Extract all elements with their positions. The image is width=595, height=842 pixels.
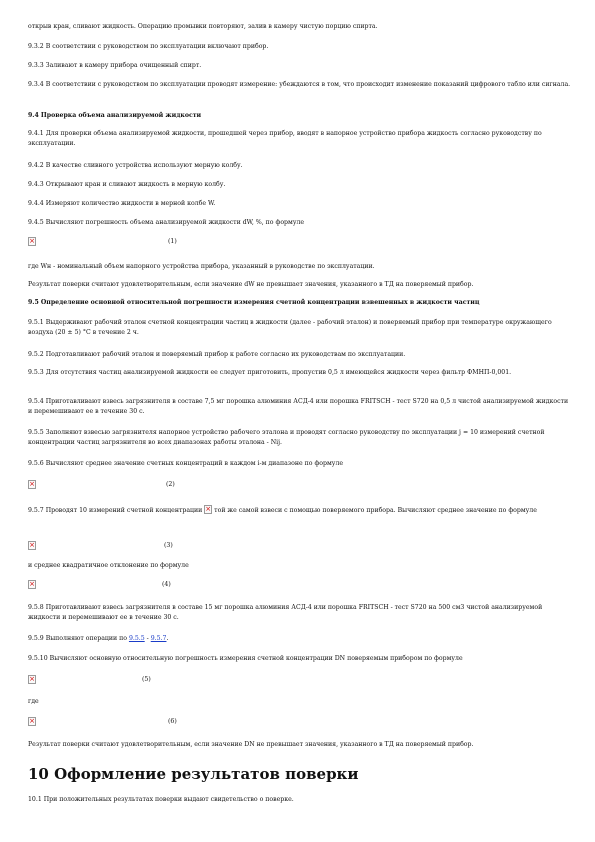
section-title: 10 Оформление результатов поверки	[28, 765, 359, 783]
broken-image-icon	[28, 717, 36, 726]
link-9-5-5[interactable]: 9.5.5	[128, 635, 145, 642]
paragraph-text: .	[166, 635, 169, 642]
paragraph-text: -	[144, 635, 151, 642]
paragraph: открыв кран, сливают жидкость. Операцию промывки повторяют, залив в камеру чистую порцию спирта.	[28, 23, 378, 30]
paragraph: где	[28, 698, 39, 705]
paragraph: 9.5.10 Вычисляют основную относительную погрешность измерения счетной концентрации DN поверяемым прибором по формуле	[28, 655, 463, 662]
paragraph: 9.4.3 Открывают кран и сливают жидкость в мерную колбу.	[28, 181, 226, 188]
equation-number: (1)	[168, 238, 177, 245]
broken-image-icon	[204, 505, 212, 514]
paragraph: 9.3.3 Заливают в камеру прибора очищенный спирт.	[28, 62, 202, 69]
paragraph: где Wн - номинальный объем напорного устройства прибора, указанный в руководстве по эксплуатации.	[28, 263, 375, 270]
equation-number: (4)	[162, 581, 171, 588]
paragraph	[28, 634, 573, 644]
broken-image-icon	[28, 541, 36, 550]
paragraph: 9.5.3 Для отсутствия частиц анализируемой жидкости ее следует приготовить, пропустив 0,5 л имеющейся жидкости через фильтр ФМНП-0,001.	[28, 369, 512, 376]
paragraph-text: 9.5.7 Проводят 10 измерений счетной концентрации	[28, 507, 205, 514]
paragraph	[28, 505, 573, 516]
paragraph: 9.4.2 В качестве сливного устройства используют мерную колбу.	[28, 162, 243, 169]
paragraph: 10.1 При положительных результатах поверки выдают свидетельство о поверке.	[28, 796, 294, 803]
broken-image-icon	[28, 237, 36, 246]
formula-6	[28, 717, 573, 731]
formula-3	[28, 541, 573, 555]
paragraph: 9.3.2 В соответствии с руководством по эксплуатации включают прибор.	[28, 43, 269, 50]
formula-5	[28, 675, 573, 689]
paragraph: 9.3.4 В соответствии с руководством по эксплуатации проводят измерение: убеждаются в том, что происходит изменение показаний цифрового табло или сигнала.	[28, 81, 571, 88]
paragraph: Результат поверки считают удовлетворительным, если значение dW не превышает значения, указанного в ТД на поверяемый прибор.	[28, 281, 474, 288]
paragraph: 9.5.1 Выдерживают рабочий эталон счетной концентрации частиц в жидкости (далее - рабочий эталон) и поверяемый прибор при температуре окружающего воздуха (20 ± 5) °С в течение 2 ч.	[28, 319, 552, 336]
paragraph: 9.4.4 Измеряют количество жидкости в мерной колбе W.	[28, 200, 216, 207]
paragraph: 9.5.5 Заполняют взвесью загрязнителя напорное устройство рабочего эталона и проводят согласно руководству по эксплуатации j = 10 измерений счетной концентрации частиц загрязнителя во всех диапазонах работы эталона - Nij.	[28, 429, 545, 446]
paragraph: Результат поверки считают удовлетворительным, если значение DN не превышает значения, указанного в ТД на поверяемый прибор.	[28, 741, 474, 748]
paragraph: 9.4.5 Вычисляют погрешность объема анализируемой жидкости dW, %, по формуле	[28, 219, 305, 226]
paragraph: и среднее квадратичное отклонение по формуле	[28, 562, 189, 569]
formula-1	[28, 237, 573, 251]
paragraph: 9.5.8 Приготавливают взвесь загрязнителя в составе 15 мг порошка алюминия АСД-4 или порошка FRITSCH - тест S720 на 500 см3 чистой анализируемой жидкости и перемешивают ее в течение 30 с.	[28, 604, 543, 621]
paragraph: 9.5.4 Приготавливают взвесь загрязнителя в составе 7,5 мг порошка алюминия АСД-4 или порошка FRITSCH - тест S720 на 0,5 л чистой анализируемой жидкости и перемешивают ее в течение 30 с.	[28, 398, 569, 415]
equation-number: (5)	[142, 676, 151, 683]
paragraph: 9.4.1 Для проверки объема анализируемой жидкости, прошедшей через прибор, вводят в напорное устройство прибора жидкость согласно руководству по эксплуатации.	[28, 130, 542, 147]
paragraph: 9.5.2 Подготавливают рабочий эталон и поверяемый прибор к работе согласно их руководствам по эксплуатации.	[28, 351, 406, 358]
paragraph-text: 9.5.9 Выполняют операции по	[28, 635, 129, 642]
equation-number: (2)	[166, 481, 175, 488]
paragraph: 9.5.6 Вычисляют среднее значение счетных концентраций в каждом i-м диапазоне по формуле	[28, 460, 344, 467]
formula-2	[28, 480, 573, 494]
broken-image-icon	[28, 480, 36, 489]
section-heading: 9.5 Определение основной относительной погрешности измерения счетной концентрации взвешенных в жидкости частиц	[28, 299, 480, 306]
equation-number: (6)	[168, 718, 177, 725]
paragraph-text: той же самой взвеси с помощью поверяемого прибора. Вычисляют среднее значение по формуле	[212, 507, 537, 514]
broken-image-icon	[28, 675, 36, 684]
link-9-5-7[interactable]: 9.5.7	[150, 635, 167, 642]
formula-4	[28, 580, 573, 594]
broken-image-icon	[28, 580, 36, 589]
section-heading: 9.4 Проверка объема анализируемой жидкости	[28, 112, 202, 119]
equation-number: (3)	[164, 542, 173, 549]
